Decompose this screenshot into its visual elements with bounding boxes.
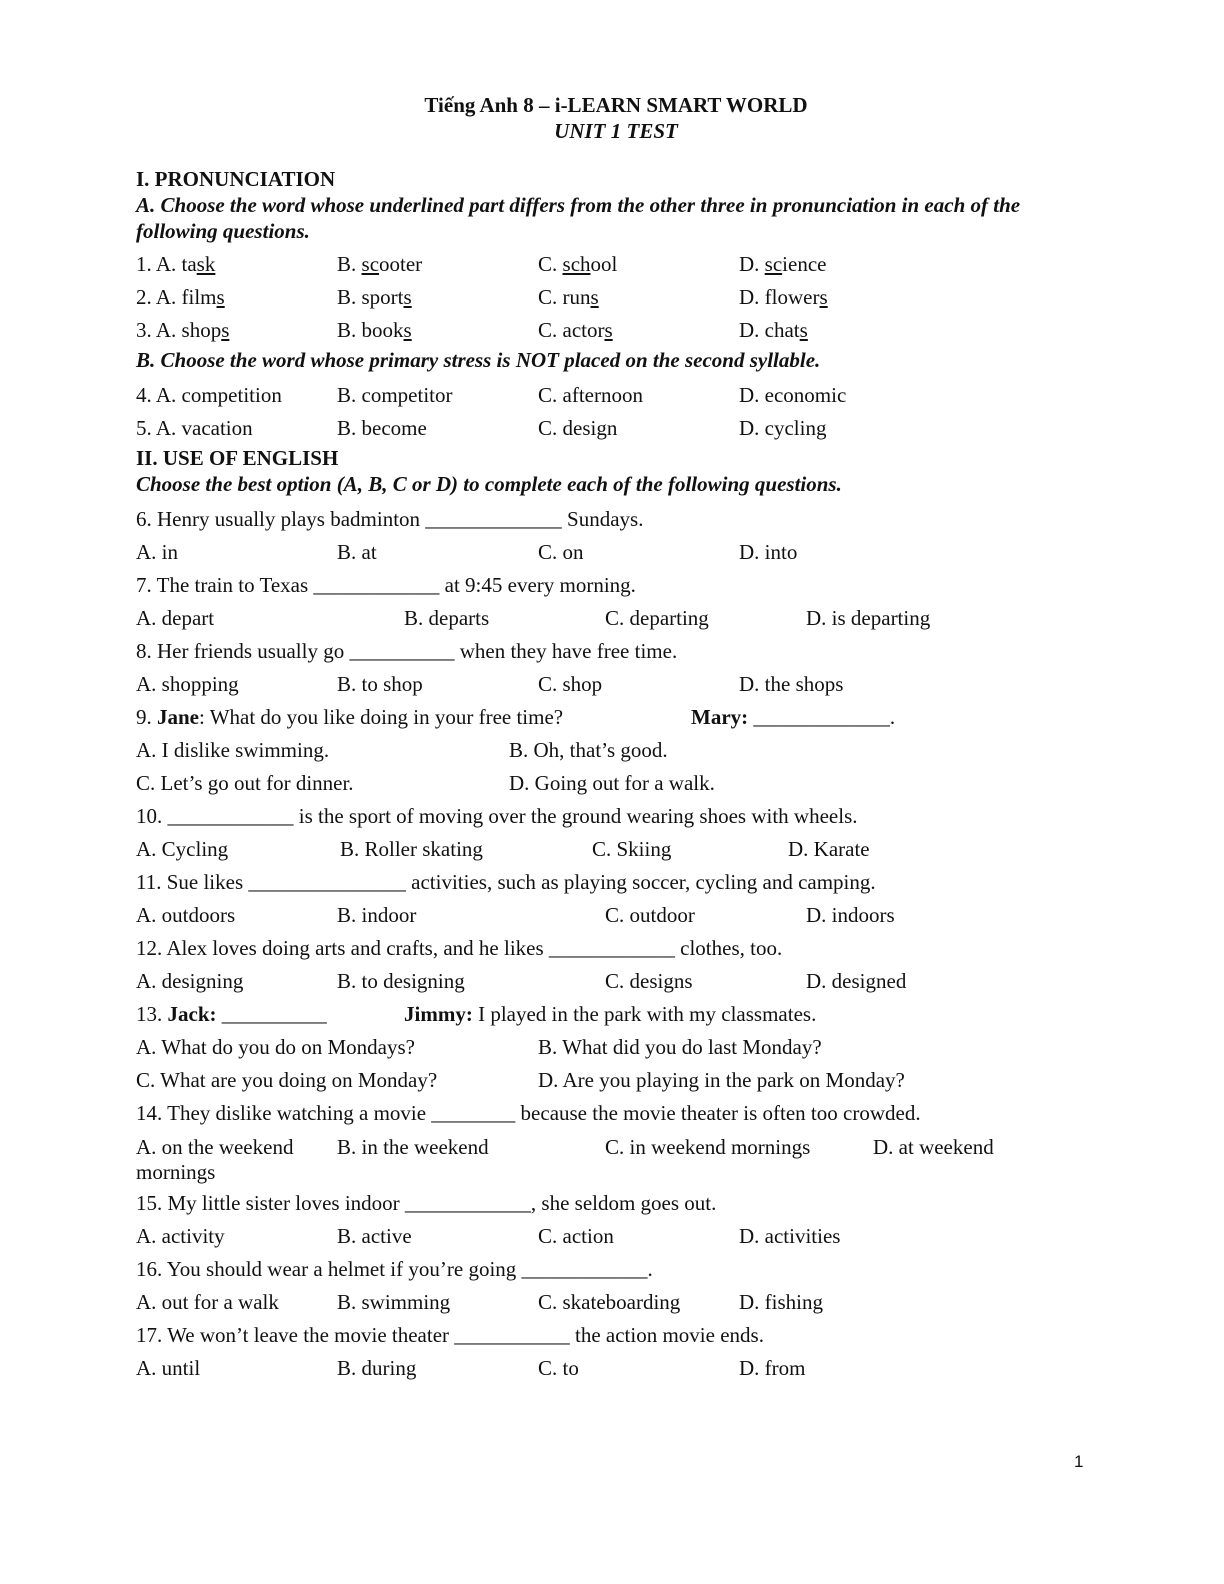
- document-title: Tiếng Anh 8 – i-LEARN SMART WORLD: [424, 93, 808, 117]
- option-c[interactable]: C. What are you doing on Monday?: [136, 1068, 438, 1092]
- option-a[interactable]: A. designing: [136, 969, 244, 993]
- section-use-of-english-heading: II. USE OF ENGLISH: [136, 446, 339, 470]
- question-12-options: [136, 965, 1096, 998]
- question-16-options: [136, 1286, 1096, 1319]
- page-number: 1: [1074, 1452, 1084, 1471]
- question-10-options: [136, 833, 1096, 866]
- option-b[interactable]: B. Roller skating: [340, 837, 483, 861]
- question-14-options: [136, 1134, 1096, 1160]
- option-d[interactable]: D. Karate: [788, 837, 870, 861]
- option-c[interactable]: C. Let’s go out for dinner.: [136, 771, 354, 795]
- option-d[interactable]: D. designed: [806, 969, 907, 993]
- option-c[interactable]: C. action: [538, 1224, 614, 1248]
- option-b[interactable]: B. at: [337, 540, 377, 564]
- option-a[interactable]: A. in: [136, 540, 178, 564]
- option-d[interactable]: D. activities: [739, 1224, 841, 1248]
- question-11-options: [136, 899, 1096, 932]
- option-c[interactable]: C. Skiing: [592, 837, 672, 861]
- option-b[interactable]: B. to shop: [337, 672, 423, 696]
- question-12: 12. Alex loves doing arts and crafts, and he likes ____________ clothes, too.: [136, 936, 783, 960]
- question-13: 13. Jack: __________ Jimmy: I played in the park with my classmates.: [136, 1002, 817, 1026]
- question-5: 5. A. vacation B. become C. design D. cycling: [136, 416, 827, 440]
- option-a[interactable]: A. shopping: [136, 672, 239, 696]
- question-1: 1. A. task B. scooter C. school D. science: [136, 252, 827, 276]
- question-13-options-1: [136, 1031, 1096, 1064]
- question-4: 4. A. competition B. competitor C. afternoon D. economic: [136, 383, 847, 407]
- question-13-options-2: [136, 1064, 1096, 1097]
- question-7-options: [136, 602, 1096, 635]
- option-c[interactable]: C. shop: [538, 672, 603, 696]
- option-b[interactable]: B. active: [337, 1224, 412, 1248]
- test-page: [136, 92, 1096, 1385]
- option-c[interactable]: C. to: [538, 1356, 579, 1380]
- option-c[interactable]: C. designs: [605, 969, 693, 993]
- question-2: 2. A. films B. sports C. runs D. flowers: [136, 285, 828, 309]
- option-d[interactable]: D. Are you playing in the park on Monday?: [538, 1068, 905, 1092]
- option-a[interactable]: A. Cycling: [136, 837, 229, 861]
- option-d[interactable]: D. the shops: [739, 672, 844, 696]
- question-17-options: [136, 1352, 1096, 1385]
- option-d[interactable]: D. is departing: [806, 606, 931, 630]
- question-15: 15. My little sister loves indoor ____________, she seldom goes out.: [136, 1191, 717, 1215]
- use-of-english-instruction: Choose the best option (A, B, C or D) to complete each of the following questions.: [136, 472, 842, 496]
- section-pronunciation-heading: I. PRONUNCIATION: [136, 167, 336, 191]
- option-b[interactable]: B. in the weekend: [337, 1134, 489, 1159]
- option-b[interactable]: B. indoor: [337, 903, 417, 927]
- option-a[interactable]: A. depart: [136, 606, 215, 630]
- option-d[interactable]: D. from: [739, 1356, 806, 1380]
- option-d[interactable]: D. fishing: [739, 1290, 823, 1314]
- option-d[interactable]: D. at weekend: [873, 1134, 994, 1159]
- question-14: 14. They dislike watching a movie ________ because the movie theater is often too crowded.: [136, 1101, 921, 1125]
- option-a[interactable]: A. on the weekend: [136, 1134, 294, 1159]
- option-d[interactable]: D. indoors: [806, 903, 895, 927]
- option-c[interactable]: C. skateboarding: [538, 1290, 681, 1314]
- question-6: 6. Henry usually plays badminton _____________ Sundays.: [136, 507, 644, 531]
- question-15-options: [136, 1220, 1096, 1253]
- question-9-options-1: [136, 734, 1096, 767]
- option-c[interactable]: C. on: [538, 540, 584, 564]
- part-b-instruction: B. Choose the word whose primary stress is NOT placed on the second syllable.: [136, 348, 821, 372]
- question-17: 17. We won’t leave the movie theater ___________ the action movie ends.: [136, 1323, 764, 1347]
- question-3: 3. A. shops B. books C. actors D. chats: [136, 318, 808, 342]
- part-a-instruction: A. Choose the word whose underlined part differs from the other three in pronunciation in each of the following questions.: [136, 193, 1021, 243]
- option-a[interactable]: A. outdoors: [136, 903, 236, 927]
- question-11: 11. Sue likes _______________ activities, such as playing soccer, cycling and camping.: [136, 870, 876, 894]
- option-a[interactable]: A. activity: [136, 1224, 225, 1248]
- option-a[interactable]: A. until: [136, 1356, 201, 1380]
- question-9: 9. Jane: What do you like doing in your free time? Mary: _____________.: [136, 705, 896, 729]
- option-b[interactable]: B. during: [337, 1356, 417, 1380]
- question-8-options: [136, 668, 1096, 701]
- option-a[interactable]: A. I dislike swimming.: [136, 738, 330, 762]
- option-c[interactable]: C. departing: [605, 606, 709, 630]
- option-b[interactable]: B. to designing: [337, 969, 465, 993]
- question-16: 16. You should wear a helmet if you’re going ____________.: [136, 1257, 653, 1281]
- option-d[interactable]: D. Going out for a walk.: [509, 771, 715, 795]
- option-b[interactable]: B. Oh, that’s good.: [509, 738, 668, 762]
- option-c[interactable]: C. in weekend mornings: [605, 1134, 811, 1159]
- question-9-options-2: [136, 767, 1096, 800]
- option-d[interactable]: D. into: [739, 540, 798, 564]
- option-b[interactable]: B. departs: [404, 606, 490, 630]
- option-c[interactable]: C. outdoor: [605, 903, 695, 927]
- option-b[interactable]: B. What did you do last Monday?: [538, 1035, 822, 1059]
- question-14-option-d-wrap: mornings: [136, 1160, 216, 1184]
- question-8: 8. Her friends usually go __________ when they have free time.: [136, 639, 678, 663]
- question-10: 10. ____________ is the sport of moving over the ground wearing shoes with wheels.: [136, 804, 858, 828]
- question-7: 7. The train to Texas ____________ at 9:45 every morning.: [136, 573, 636, 597]
- document-subtitle: UNIT 1 TEST: [554, 119, 678, 143]
- question-6-options: [136, 536, 1096, 569]
- option-a[interactable]: A. out for a walk: [136, 1290, 279, 1314]
- option-a[interactable]: A. What do you do on Mondays?: [136, 1035, 415, 1059]
- option-b[interactable]: B. swimming: [337, 1290, 451, 1314]
